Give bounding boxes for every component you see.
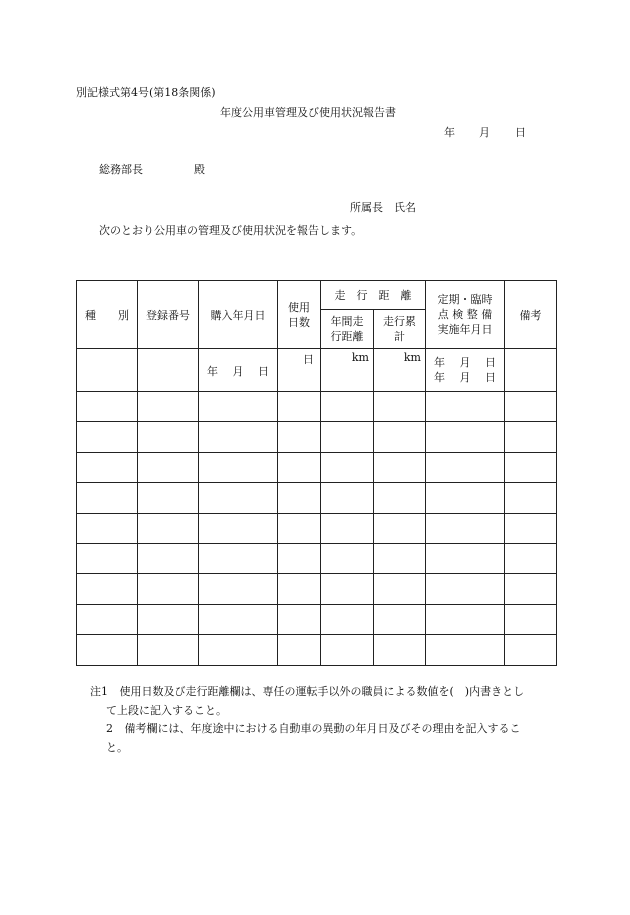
table-row <box>77 452 557 482</box>
table-cell[interactable] <box>199 574 278 604</box>
note-2-label: 2 <box>106 722 113 735</box>
table-cell[interactable] <box>426 452 505 482</box>
table-cell[interactable] <box>138 635 199 665</box>
table-cell[interactable] <box>138 513 199 543</box>
table-cell[interactable] <box>505 574 557 604</box>
table-cell[interactable] <box>138 452 199 482</box>
table-cell[interactable] <box>138 604 199 634</box>
header-cumulative-distance: 走行累 計 <box>374 310 426 349</box>
table-cell[interactable] <box>374 422 426 452</box>
table-cell[interactable] <box>321 392 374 422</box>
note-1-label: 注1 <box>90 685 108 698</box>
addressee-name: 総務部長 <box>99 163 143 176</box>
table-cell[interactable] <box>426 574 505 604</box>
table-cell[interactable] <box>278 422 321 452</box>
table-cell[interactable] <box>505 635 557 665</box>
table-row <box>77 513 557 543</box>
table-cell[interactable] <box>278 543 321 573</box>
header-distance: 走 行 距 離 <box>321 281 426 310</box>
header-inspection-date: 定期・臨時 点 検 整 備 実施年月日 <box>426 281 505 349</box>
table-cell[interactable] <box>199 483 278 513</box>
cell-remarks[interactable] <box>505 349 557 392</box>
table-cell[interactable] <box>199 422 278 452</box>
cell-purchase-date[interactable]: 年 月 日 <box>199 349 278 392</box>
table-cell[interactable] <box>321 604 374 634</box>
table-cell[interactable] <box>505 392 557 422</box>
cell-type[interactable] <box>77 349 138 392</box>
note-2-line1: 備考欄には、年度途中における自動車の異動の年月日及びその理由を記入するこ <box>124 722 521 735</box>
table-cell[interactable] <box>199 513 278 543</box>
table-cell[interactable] <box>321 635 374 665</box>
vehicle-report-table <box>76 280 557 666</box>
table-cell[interactable] <box>426 635 505 665</box>
table-cell[interactable] <box>77 392 138 422</box>
table-cell[interactable] <box>77 513 138 543</box>
table-cell[interactable] <box>505 483 557 513</box>
table-cell[interactable] <box>77 635 138 665</box>
table-cell[interactable] <box>426 604 505 634</box>
note-1-continuation: て上段に記入すること。 <box>106 704 227 717</box>
table-cell[interactable] <box>199 392 278 422</box>
table-cell[interactable] <box>77 483 138 513</box>
table-row <box>77 543 557 573</box>
table-cell[interactable] <box>278 513 321 543</box>
table-cell[interactable] <box>321 543 374 573</box>
note-1 <box>90 683 524 701</box>
table-cell[interactable] <box>426 513 505 543</box>
note-1-line1: 使用日数及び走行距離欄は、専任の運転手以外の職員による数値を( )内書きとし <box>119 685 525 698</box>
table-cell[interactable] <box>278 604 321 634</box>
table-cell[interactable] <box>321 483 374 513</box>
intro-text: 次のとおり公用車の管理及び使用状況を報告します。 <box>99 224 363 237</box>
table-cell[interactable] <box>321 513 374 543</box>
table-row <box>77 422 557 452</box>
table-row <box>77 349 557 392</box>
table-cell[interactable] <box>278 452 321 482</box>
table-cell[interactable] <box>321 422 374 452</box>
cell-registration[interactable] <box>138 349 199 392</box>
sender-label: 所属長 氏名 <box>350 201 416 214</box>
table-cell[interactable] <box>374 543 426 573</box>
table-cell[interactable] <box>505 452 557 482</box>
table-cell[interactable] <box>505 604 557 634</box>
cell-cumulative-distance[interactable]: km <box>374 349 426 392</box>
document-title: 年度公用車管理及び使用状況報告書 <box>220 106 396 119</box>
table-cell[interactable] <box>505 513 557 543</box>
table-cell[interactable] <box>138 422 199 452</box>
table-row <box>77 392 557 422</box>
note-2-continuation: と。 <box>106 741 128 754</box>
table-cell[interactable] <box>321 452 374 482</box>
table-cell[interactable] <box>374 635 426 665</box>
table-cell[interactable] <box>77 543 138 573</box>
table-cell[interactable] <box>278 392 321 422</box>
date-day-label: 日 <box>515 126 526 139</box>
table-cell[interactable] <box>426 422 505 452</box>
table-row <box>77 635 557 665</box>
date-month-label: 月 <box>479 126 490 139</box>
date-year-label: 年 <box>444 126 455 139</box>
header-row-1 <box>77 281 557 310</box>
table-cell[interactable] <box>199 452 278 482</box>
table-cell[interactable] <box>278 483 321 513</box>
table-cell[interactable] <box>505 422 557 452</box>
cell-days-used[interactable]: 日 <box>278 349 321 392</box>
table-row <box>77 483 557 513</box>
table-cell[interactable] <box>199 543 278 573</box>
table-cell[interactable] <box>77 452 138 482</box>
table-cell[interactable] <box>374 392 426 422</box>
header-days-used: 使用 日数 <box>278 281 321 349</box>
table-row <box>77 604 557 634</box>
table-cell[interactable] <box>77 422 138 452</box>
note-2 <box>106 720 521 738</box>
cell-annual-distance[interactable]: km <box>321 349 374 392</box>
table-cell[interactable] <box>138 574 199 604</box>
header-annual-distance: 年間走 行距離 <box>321 310 374 349</box>
table-cell[interactable] <box>199 635 278 665</box>
table-cell[interactable] <box>426 483 505 513</box>
form-reference: 別記様式第4号(第18条関係) <box>76 86 216 99</box>
table-cell[interactable] <box>77 604 138 634</box>
header-purchase-date: 購入年月日 <box>199 281 278 349</box>
table-cell[interactable] <box>199 604 278 634</box>
table-cell[interactable] <box>374 452 426 482</box>
table-cell[interactable] <box>374 513 426 543</box>
header-remarks: 備考 <box>505 281 557 349</box>
header-registration-number: 登録番号 <box>138 281 199 349</box>
table-cell[interactable] <box>374 483 426 513</box>
table-cell[interactable] <box>374 604 426 634</box>
table-cell[interactable] <box>278 635 321 665</box>
table-cell[interactable] <box>374 574 426 604</box>
header-type: 種 別 <box>77 281 138 349</box>
table-cell[interactable] <box>321 574 374 604</box>
table-cell[interactable] <box>278 574 321 604</box>
table-cell[interactable] <box>138 483 199 513</box>
table-cell[interactable] <box>426 392 505 422</box>
addressee-honorific: 殿 <box>194 163 205 176</box>
table-cell[interactable] <box>426 543 505 573</box>
table-cell[interactable] <box>138 392 199 422</box>
table-cell[interactable] <box>77 574 138 604</box>
table-cell[interactable] <box>505 543 557 573</box>
table-cell[interactable] <box>138 543 199 573</box>
cell-inspection-date[interactable]: 年 月 日 年 月 日 <box>426 349 505 392</box>
table-row <box>77 574 557 604</box>
